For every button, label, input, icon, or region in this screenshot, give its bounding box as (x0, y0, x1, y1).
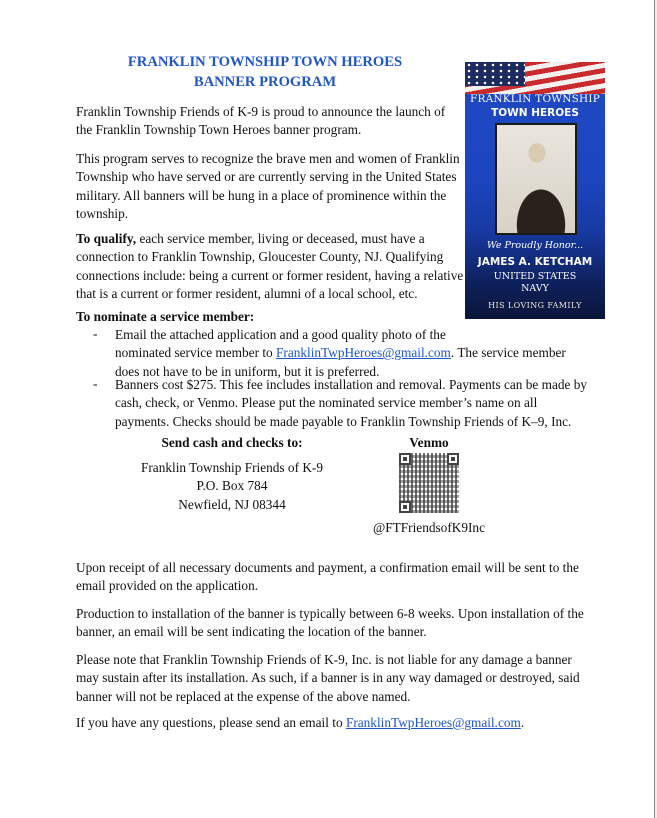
page-title-line2: BANNER PROGRAM (193, 74, 337, 90)
text-line: Email the attached application and a good quality photo of the (115, 327, 446, 342)
hero-banner-image (465, 62, 605, 319)
email-link[interactable]: FranklinTwpHeroes@gmail.com (345, 715, 521, 730)
venmo-heading: Venmo (409, 435, 449, 450)
text-line (115, 344, 566, 362)
purpose-paragraph (76, 150, 460, 223)
mail-address (122, 459, 342, 514)
american-flag-icon (465, 62, 605, 94)
text-line: does not have to be in uniform, but it is preferred. (115, 363, 380, 379)
text-line: the Franklin Township Town Heroes banner program. (76, 122, 362, 138)
text-line: connections include: being a current or former resident, having a relative (76, 267, 464, 283)
banner-township: FRANKLIN TOWNSHIP (469, 93, 600, 105)
text-line: cash, check, or Venmo. Please put the nominated service member’s name on all (115, 395, 538, 411)
qr-finder-icon (447, 453, 459, 465)
bullet-marker: - (93, 376, 98, 391)
text-line (76, 230, 463, 248)
qr-finder-icon (399, 501, 411, 513)
nominate-item-payment (115, 376, 587, 431)
text-line: banner, an email will be sent indicating the location of the banner. (76, 624, 427, 640)
page-title-line1: FRANKLIN TOWNSHIP TOWN HEROES (127, 54, 403, 70)
venmo-handle: @FTFriendsofK9Inc (373, 520, 485, 535)
text-span: . (520, 715, 525, 730)
text-line: email provided on the application. (76, 578, 259, 594)
mail-heading: Send cash and checks to: (161, 435, 303, 450)
production-paragraph (76, 605, 584, 642)
text-line: payments. Checks should be made payable to Franklin Township Friends of K–9, Inc. (115, 413, 572, 429)
questions-paragraph (76, 714, 524, 732)
text-span: . The service member (450, 345, 566, 361)
banner-service-branch: NAVY (521, 283, 549, 294)
intro-paragraph (76, 103, 445, 140)
banner-honoree-name: JAMES A. KETCHAM (477, 256, 593, 268)
qr-code-icon[interactable] (399, 453, 459, 513)
text-line: military. All banners will be hung in a place of prominence within the (76, 187, 447, 203)
text-span: each service member, living or deceased, must have a (136, 231, 425, 246)
email-link[interactable]: FranklinTwpHeroes@gmail.com (276, 345, 451, 361)
nominate-item-email (115, 326, 566, 381)
text-span: nominated service member to (115, 345, 276, 361)
address-line: Newfield, NJ 08344 (178, 496, 286, 512)
text-line: Township who have served or are currently serving in the United States (76, 169, 457, 185)
banner-honor-text: We Proudly Honor... (486, 240, 584, 251)
text-line: township. (76, 205, 129, 221)
sailor-portrait-photo (495, 123, 577, 235)
qualify-paragraph (76, 230, 463, 303)
text-line: connection to Franklin Township, Gloucester County, NJ. Qualifying (76, 249, 444, 265)
banner-sponsor: HIS LOVING FAMILY (488, 301, 582, 310)
text-line: Banners cost $275. This fee includes installation and removal. Payments can be made by (115, 377, 588, 392)
address-line: P.O. Box 784 (196, 478, 268, 494)
text-line: Upon receipt of all necessary documents and payment, a confirmation email will be sent to the (76, 560, 579, 575)
text-span: If you have any questions, please send an email to (76, 715, 346, 730)
text-line: This program serves to recognize the brave men and women of Franklin (76, 151, 460, 166)
qr-finder-icon (399, 453, 411, 465)
flag-stars-icon (465, 62, 525, 86)
text-line: Production to installation of the banner is typically between 6-8 weeks. Upon installation of the (76, 606, 584, 621)
banner-heading: TOWN HEROES (491, 107, 579, 119)
text-line: that is a current or former resident, alumni of a local school, etc. (76, 285, 418, 301)
qualify-lead: To qualify, (76, 231, 137, 246)
text-line: Please note that Franklin Township Friends of K-9, Inc. is not liable for any damage a banner (76, 652, 572, 667)
text-line: banner will not be replaced at the expense of the above named. (76, 688, 411, 704)
nominate-heading: To nominate a service member: (76, 309, 255, 324)
banner-service-branch: UNITED STATES (493, 271, 577, 282)
confirmation-paragraph (76, 559, 579, 596)
text-line: Franklin Township Friends of K-9 is proud to announce the launch of (76, 104, 446, 119)
liability-paragraph (76, 651, 580, 706)
bullet-marker: - (93, 326, 98, 341)
address-line: Franklin Township Friends of K-9 (140, 460, 324, 475)
text-line: may sustain after its installation. As such, if a banner is in any way damaged or destroyed, said (76, 670, 580, 686)
